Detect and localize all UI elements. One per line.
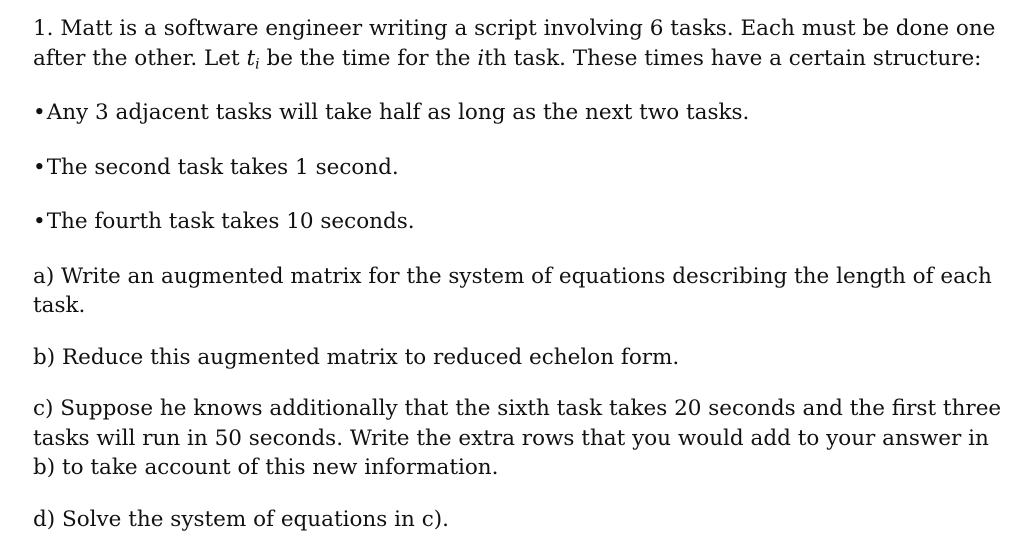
bullet-item xyxy=(33,98,1008,128)
bullet-icon: • xyxy=(33,100,46,125)
intro-text-2: be the time for the xyxy=(259,45,478,71)
problem-intro xyxy=(33,14,1008,73)
intro-text-3: th task. These times have a certain structure: xyxy=(484,45,982,71)
variable-i: i xyxy=(477,45,485,71)
bullet-text: Any 3 adjacent tasks will take half as long as the next two tasks. xyxy=(46,100,750,125)
variable-t: $t_i$ xyxy=(246,45,260,72)
part-d: d) Solve the system of equations in c). xyxy=(33,506,449,532)
intro-text-1: Matt is a software engineer writing a script involving 6 tasks. Each must be done one after the other. Let xyxy=(33,16,996,71)
part-c: c) Suppose he knows additionally that the sixth task takes 20 seconds and the first three tasks will run in 50 seconds. Write the extra rows that you would add to your answer in b) to take account of this new information. xyxy=(33,396,1002,480)
bullet-icon: • xyxy=(33,154,46,180)
problem-document xyxy=(33,14,1008,534)
bullet-item xyxy=(33,207,1008,237)
bullet-text: The second task takes 1 second. xyxy=(46,154,399,180)
part-a: a) Write an augmented matrix for the system of equations describing the length of each task. xyxy=(33,263,992,318)
bullet-item xyxy=(33,153,1008,183)
bullet-text: The fourth task takes 10 seconds. xyxy=(46,209,415,234)
part-b: b) Reduce this augmented matrix to reduced echelon form. xyxy=(33,344,680,370)
bullet-icon: • xyxy=(33,209,46,234)
problem-number: 1. xyxy=(33,16,54,41)
